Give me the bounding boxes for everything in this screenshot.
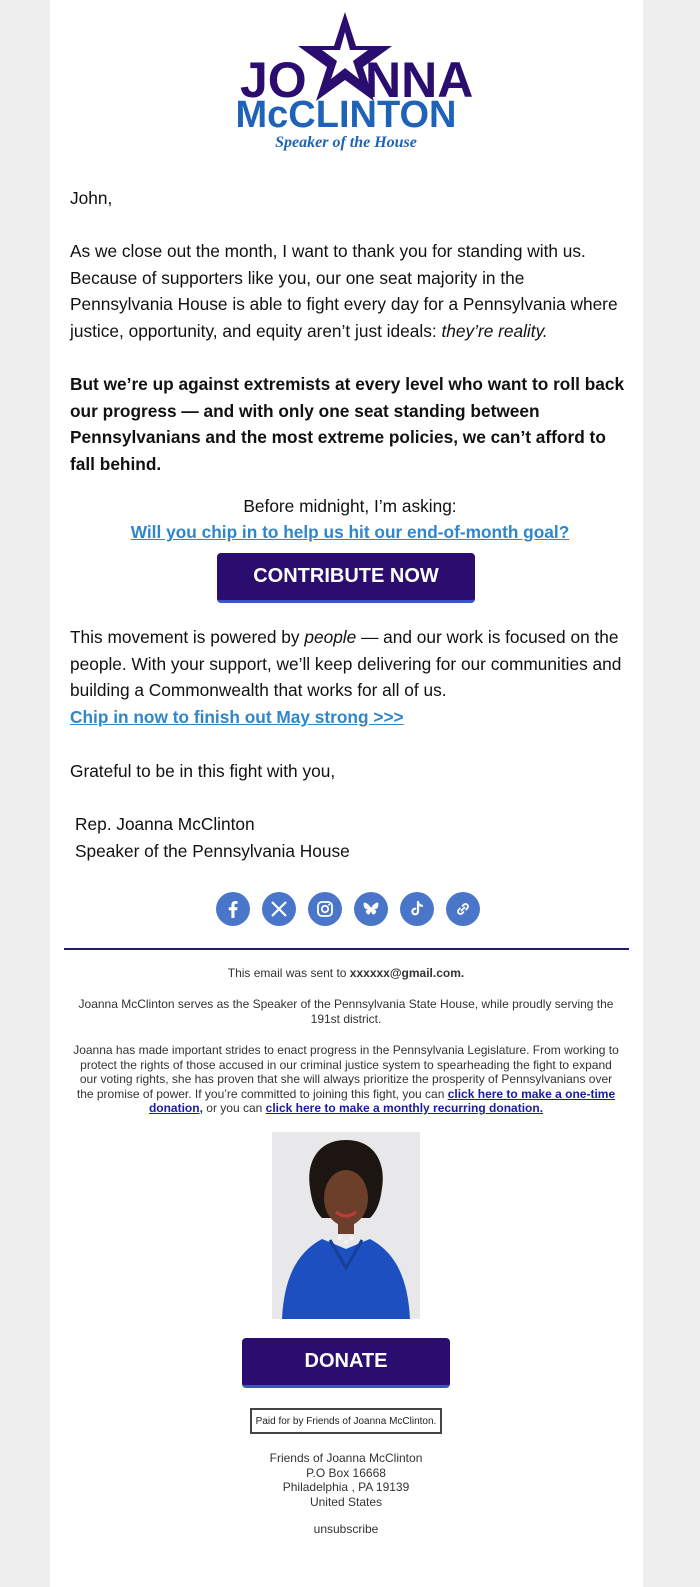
paid-for-box: Paid for by Friends of Joanna McClinton. <box>250 1408 442 1434</box>
donate-button[interactable]: DONATE <box>242 1338 450 1388</box>
campaign-logo <box>50 10 643 155</box>
paragraph-extremists: But we’re up against extremists at every level who want to roll back our progress — and with only one seat standing between Pennsylvanians and the most extreme policies, we can’t afford to fall behind. <box>70 374 625 474</box>
sent-to-text: This email was sent to <box>227 966 350 980</box>
closing-line: Grateful to be in this fight with you, <box>70 761 336 781</box>
address-line: United States <box>309 1494 383 1509</box>
strides-body: Joanna has made important strides to enact progress in the Pennsylvania Legislature. From working to protect the rights of those accused in our criminal justice system to spearheading the fight to expand our voting rights, she has proven that she will always prioritize the prosperity of Pennsylvanians over the promise of power. If you’re committed to joining this fight, you can <box>73 1043 619 1101</box>
monthly-donation-link[interactable]: click here to make a monthly recurring donation. <box>265 1101 544 1115</box>
tiktok-icon[interactable] <box>400 892 434 926</box>
paragraph-thanks-text: As we close out the month, I want to thank you for standing with us. Because of supporters like you, our one seat majority in the Pennsylvania House is able to fight every day for a Pennsylvania where justice, opportunity, and equity aren’t just ideals: <box>70 241 618 341</box>
one-time-donation-link[interactable]: click here to make a one-time donation, <box>148 1086 616 1115</box>
sent-to-line <box>70 966 622 981</box>
paragraph-people-text-a: This movement is powered by <box>70 627 305 647</box>
paragraph-people <box>70 624 630 730</box>
chip-in-goal-link[interactable]: Will you chip in to help us hit our end-of-month goal? <box>130 522 570 542</box>
contribute-now-button[interactable]: CONTRIBUTE NOW <box>217 553 475 603</box>
mailing-address <box>70 1451 622 1509</box>
about-text: Joanna McClinton serves as the Speaker of the Pennsylvania State House, while proudly serving the 191st district. <box>78 997 614 1026</box>
ask-link-wrap <box>70 519 630 546</box>
bluesky-icon[interactable] <box>354 892 388 926</box>
logo-tagline: Speaker of the House <box>275 134 417 151</box>
social-icons <box>216 892 480 926</box>
logo-jo: JO <box>240 52 307 108</box>
address-line: Philadelphia , PA 19139 <box>282 1480 410 1494</box>
greeting: John, <box>70 188 113 208</box>
unsubscribe-link[interactable]: unsubscribe <box>313 1522 379 1536</box>
address-line: Friends of Joanna McClinton <box>269 1451 423 1465</box>
logo-nna: NNA <box>365 52 474 108</box>
footer-divider <box>64 948 629 950</box>
ask-line: Before midnight, I’m asking: <box>243 496 457 516</box>
sent-to-email: xxxxxx@gmail.com. <box>349 966 465 980</box>
candidate-photo <box>272 1132 420 1319</box>
logo-mcclinton: McCLINTON <box>235 94 457 136</box>
strides-or: or you can <box>202 1101 266 1115</box>
paragraph-thanks-italic: they’re reality. <box>441 320 548 341</box>
x-icon[interactable] <box>262 892 296 926</box>
facebook-icon[interactable] <box>216 892 250 926</box>
instagram-icon[interactable] <box>308 892 342 926</box>
signature-name: Rep. Joanna McClinton <box>75 814 255 834</box>
signature-title: Speaker of the Pennsylvania House <box>75 841 350 861</box>
paragraph-people-text-b: — and our work is focused on the people. With your support, we’ll keep delivering for our communities and building a Commonwealth that works for all of us. <box>70 627 622 701</box>
link-icon[interactable] <box>446 892 480 926</box>
strides-text <box>70 1043 622 1116</box>
chip-in-may-link[interactable]: Chip in now to finish out May strong >>> <box>70 706 404 727</box>
paragraph-people-italic: people <box>304 627 357 647</box>
address-line: P.O Box 16668 <box>306 1465 386 1480</box>
paragraph-thanks <box>70 238 630 344</box>
email-card <box>50 0 643 1587</box>
